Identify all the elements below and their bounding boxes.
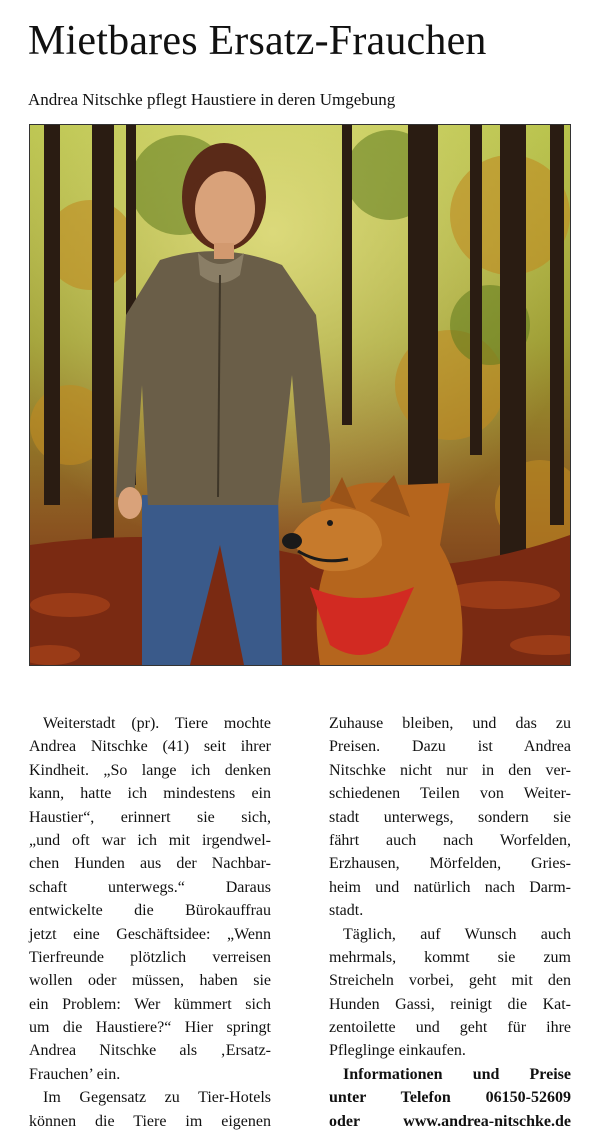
article-line: stadt. (329, 902, 364, 920)
photo-woman-with-dog-in-forest-icon (30, 125, 570, 665)
article-line: Hunden Gassi, reinigt die Kat- (329, 995, 571, 1013)
article-line: Täglich, auf Wunsch auch (343, 925, 571, 943)
article-line: Im Gegensatz zu Tier-Hotels (43, 1089, 271, 1107)
article-column-right (329, 712, 571, 1133)
article-line: kann, hatte ich mindestens ein (29, 785, 271, 803)
article-line: zentoilette und geht für ihre (329, 1019, 571, 1037)
article-photo (29, 124, 571, 666)
article-line: schaft unterwegs.“ Daraus (29, 878, 271, 896)
article-column-left (29, 712, 271, 1133)
article-line: können die Tiere im eigenen (29, 1112, 271, 1130)
article-line: fährt auch nach Worfelden, (329, 831, 571, 849)
article-line: Streicheln vorbei, geht mit den (329, 972, 571, 990)
article-line: Kindheit. „So lange ich denken (29, 761, 271, 779)
article-line: mehrmals, kommt sie zum (329, 948, 571, 966)
article-line: Zuhause bleiben, und das zu (329, 715, 571, 732)
contact-line: oder www.andrea-nitschke.de (329, 1112, 571, 1130)
article-line: ein Problem: Wer kümmert sich (29, 995, 271, 1013)
article-line: stadt unterwegs, sondern sie (329, 808, 571, 826)
contact-line: Informationen und Preise (343, 1065, 571, 1083)
article-line: Frauchen’ ein. (29, 1065, 121, 1083)
contact-line: unter Telefon 06150-52609 (329, 1089, 571, 1107)
article-line: Erzhausen, Mörfelden, Gries- (329, 855, 571, 873)
article-line: chen Hunden aus der Nachbar- (29, 855, 271, 873)
article-line: Haustier“, erinnert sie sich, (29, 808, 271, 826)
article-line: Preisen. Dazu ist Andrea (329, 738, 571, 756)
article-line: entwickelte die Bürokauffrau (29, 902, 271, 920)
article-line: um die Haustiere?“ Hier springt (29, 1019, 271, 1037)
article-line: Andrea Nitschke als ‚Ersatz- (29, 1042, 271, 1060)
article-line: Tierfreunde plötzlich verreisen (29, 948, 271, 966)
article-line: schiedenen Teilen von Weiter- (329, 785, 571, 803)
headline: Mietbares Ersatz-Frauchen (28, 18, 487, 64)
article-line: Andrea Nitschke (41) seit ihrer (29, 738, 271, 756)
article-line: Weiterstadt (pr). Tiere mochte (43, 715, 271, 732)
subheadline: Andrea Nitschke pflegt Haustiere in deren Umgebung (28, 90, 396, 109)
article-line: Pfleglinge einkaufen. (329, 1042, 466, 1060)
article-line: „und oft war ich mit irgendwel- (29, 831, 271, 849)
article-line: Nitschke nicht nur in den ver- (329, 761, 571, 779)
article-line: jetzt eine Geschäftsidee: „Wenn (29, 925, 271, 943)
article-line: wollen oder müssen, haben sie (29, 972, 271, 990)
article-line: heim und natürlich nach Darm- (329, 878, 571, 896)
